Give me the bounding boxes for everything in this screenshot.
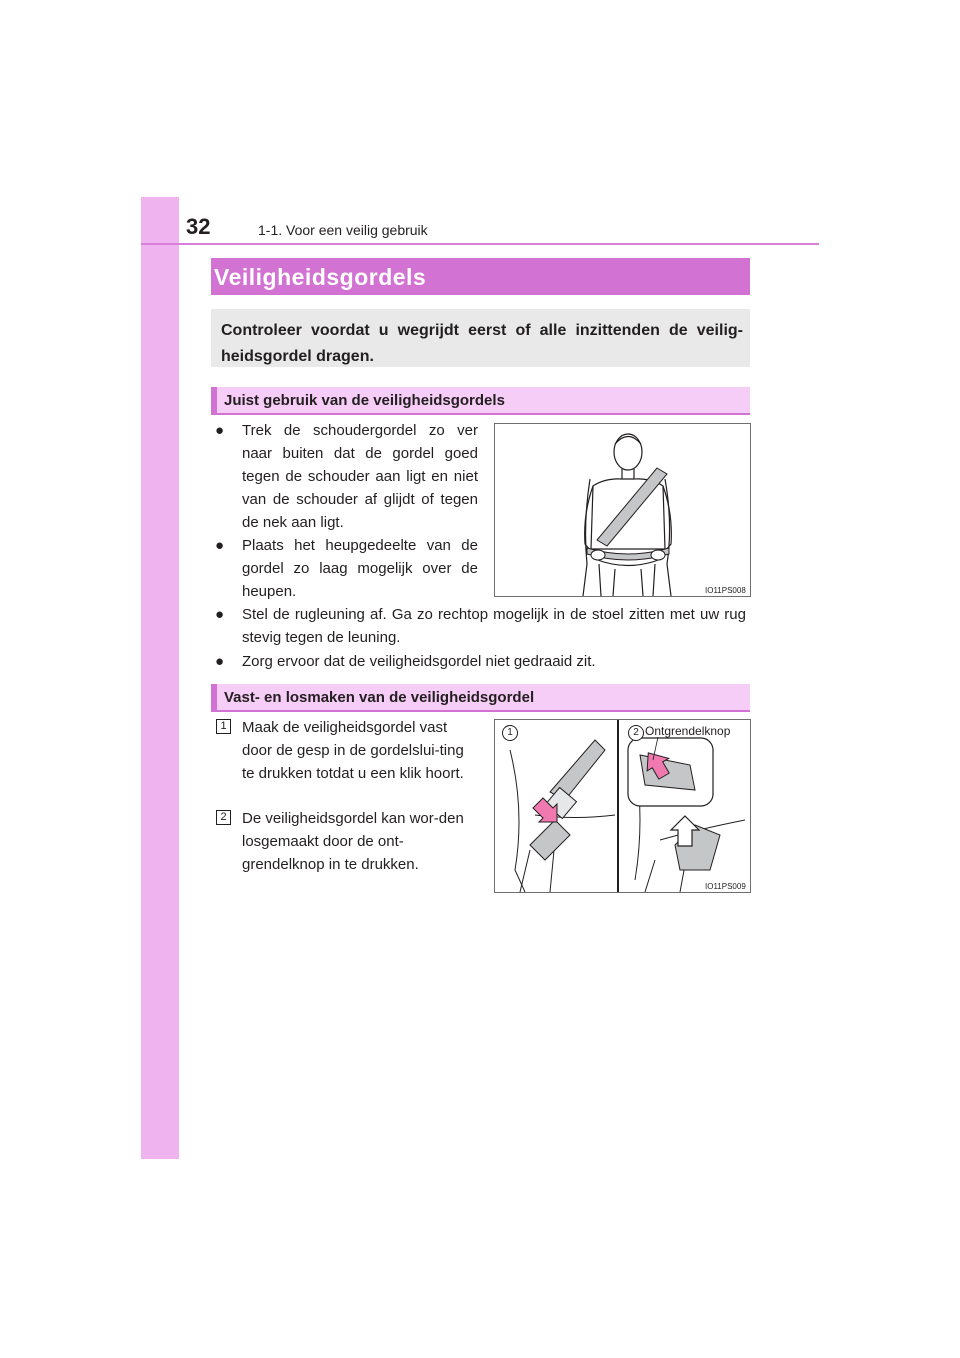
section-heading: Vast- en losmaken van de veiligheidsgordel bbox=[224, 689, 535, 706]
step-text: Maak de veiligheidsgordel vast door de gesp in de gordelslui-ting te drukken totdat u een klik hoort. bbox=[242, 719, 464, 782]
bullet-icon: ● bbox=[215, 606, 225, 623]
buckle-figure bbox=[494, 719, 751, 893]
panel-number-badge: 2 bbox=[628, 725, 644, 741]
section-heading-accent bbox=[211, 387, 217, 413]
bullet-text: Trek de schoudergordel zo ver naar buiten dat de gordel goed tegen de schouder aan ligt en niet van de schouder af glijdt of tegen de nek aan ligt. bbox=[242, 422, 478, 531]
bullet-text: Stel de rugleuning af. Ga zo rechtop mogelijk in de stoel zitten met uw rug stevig tegen de leuning. bbox=[242, 606, 746, 646]
seatbelt-posture-figure bbox=[494, 423, 751, 597]
page-title: Veiligheidsgordels bbox=[214, 264, 427, 290]
sidebar-tab bbox=[141, 197, 179, 1159]
step-number-badge: 2 bbox=[216, 810, 231, 825]
step-text: De veiligheidsgordel kan wor-den losgemaakt door de ont-grendelknop in te drukken. bbox=[242, 810, 464, 873]
figure-code: IO11PS008 bbox=[705, 586, 746, 595]
page-number: 32 bbox=[186, 214, 211, 239]
panel-number-badge: 1 bbox=[502, 725, 518, 741]
release-button-label: Ontgrendelknop bbox=[645, 724, 731, 738]
section-heading-bar bbox=[211, 387, 750, 415]
figure-code: IO11PS009 bbox=[705, 882, 746, 891]
header-divider bbox=[141, 243, 819, 245]
bullet-text: Plaats het heupgedeelte van de gordel zo laag mogelijk over de heupen. bbox=[242, 537, 478, 600]
bullet-icon: ● bbox=[215, 653, 225, 670]
section-heading-bar bbox=[211, 684, 750, 712]
section-heading: Juist gebruik van de veiligheidsgordels bbox=[224, 392, 505, 409]
step-number-badge: 1 bbox=[216, 719, 231, 734]
intro-text: Controleer voordat u wegrijdt eerst of alle inzittenden de veilig-heidsgordel dragen. bbox=[221, 322, 743, 365]
bullet-icon: ● bbox=[215, 537, 225, 554]
section-heading-accent bbox=[211, 684, 217, 710]
bullet-icon: ● bbox=[215, 422, 225, 439]
section-header: 1-1. Voor een veilig gebruik bbox=[258, 222, 428, 238]
bullet-text: Zorg ervoor dat de veiligheidsgordel niet gedraaid zit. bbox=[242, 653, 596, 670]
buckle-illustration bbox=[495, 720, 750, 892]
seated-person-illustration bbox=[495, 424, 750, 596]
